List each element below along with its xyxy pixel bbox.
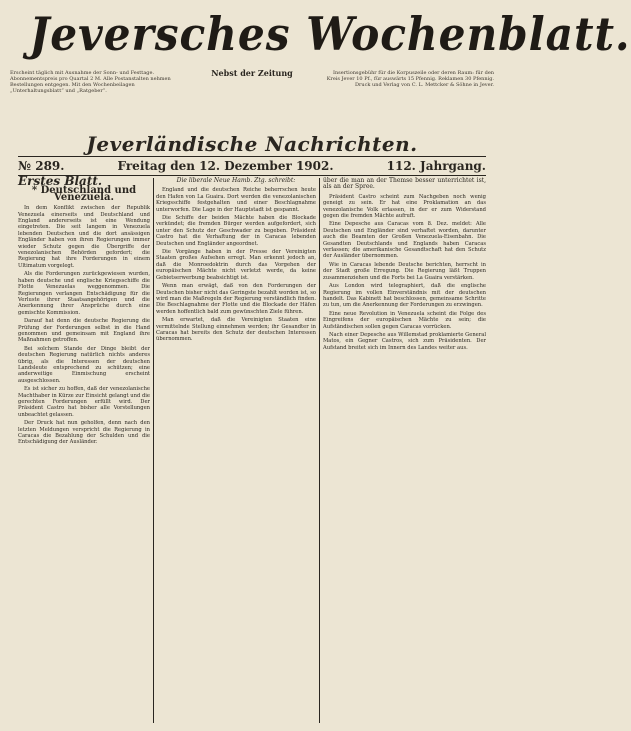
paragraph: Präsident Castro scheint zum Nachgeben noch wenig geneigt zu sein. Er hat eine Proklamation an das venezolanische Volk erlassen, in der er zum Widerstand gegen die fremden Mächte aufruft. — [323, 193, 486, 220]
paragraph: Nach einer Depesche aus Willemstad proklamierte General Matos, ein Gegner Castros, sich zum Präsidenten. Der Aufstand breitet sich im Innern des Landes weiter aus. — [323, 331, 486, 351]
paragraph: Aus London wird telegraphiert, daß die englische Regierung im vollen Einverständnis mit der deutschen handelt. Das Kabinett hat beschlossen, gemeinsame Schritte zu tun, um die Anerkennung der Forderungen zu erzwingen. — [323, 283, 486, 309]
continuation-line: über die man an der Themse besser unterrichtet ist, als an der Spree. — [323, 177, 486, 191]
paragraph: Die Schiffe der beiden Mächte haben die Blockade verkündet; die fremden Bürger werden aufgefordert, sich unter den Schutz der Geschwader zu begeben. Präsident Castro hat die Verhaftung der in Caracas lebenden Deutschen und Engländer angeordnet. — [156, 215, 316, 247]
top-rule — [18, 156, 486, 157]
paragraph: Eine Depesche aus Caracas vom 8. Dez. meldet: Alle Deutschen und Engländer sind verhaftet worden, darunter auch die Beamten der Großen Venezuela-Eisenbahn. Die Gesandten Deutschlands und Englands haben Caracas verlassen; die amerikanische Gesandtschaft hat den Schutz der Ausländer übernommen. — [323, 221, 486, 260]
issue-date: Freitag den 12. Dezember 1902. — [117, 159, 334, 173]
paragraph: Eine neue Revolution in Venezuela scheint die Folge des Eingreifens der europäischen Mächte zu sein; die Aufständischen sollen gegen Caracas vorrücken. — [323, 310, 486, 330]
newspaper-subtitle: Jeverländische Nachrichten. — [86, 132, 418, 156]
issue-year: 112. Jahrgang. — [386, 159, 486, 173]
column-1 — [18, 174, 150, 723]
column-divider — [319, 178, 320, 723]
column-3 — [323, 178, 486, 723]
article-columns — [18, 174, 486, 723]
newspaper-title: Jeversches Wochenblatt. — [29, 7, 631, 61]
subscription-note: Erscheint täglich mit Ausnahme der Sonn- und Festtage. Abonnementspreis pro Quartal 2 M. Alle Postanstalten nehmen Bestellungen entgegen. Mit den Wochenbeilagen „Unterhaltungsblatt“ und „Ratgeber“. — [10, 70, 171, 94]
paragraph: Man erwartet, daß die Vereinigten Staaten eine vermittelnde Stellung einnehmen werden; ihr Gesandter in Caracas hat bereits den Schutz der deutschen Interessen übernommen. — [156, 317, 316, 343]
column-2 — [156, 178, 316, 723]
masthead — [10, 7, 631, 94]
issue-bar — [18, 158, 486, 174]
column-divider — [153, 178, 154, 723]
paragraph: Wenn man erwägt, daß von den Forderungen der Deutschen bisher nicht das Geringste bezahlt worden ist, so wird man die Maßregeln der Regierung verständlich finden. Die Beschlagnahme der Flotte und die Blockade der Häfen werden hoffentlich bald zum gewünschten Ziele führen. — [156, 283, 316, 315]
paragraph: Wie in Caracas lebende Deutsche berichten, herrscht in der Stadt große Erregung. Die Regierung läßt Truppen zusammenziehen und die Forts bei La Guaira verstärken. — [323, 261, 486, 281]
article-headline: * Deutschland und Venezuela. — [31, 185, 137, 203]
paragraph: Als die Forderungen zurückgewiesen wurden, haben deutsche und englische Kriegsschiffe die Flotte Venezuelas weggenommen. Die Regierungen verlangen Entschädigung für die Verluste ihrer Staatsangehörigen und die Anerkennung ihrer Ansprüche durch eine gemischte Kommission. — [18, 271, 150, 316]
section-heading: Erstes Blatt. — [18, 174, 103, 188]
source-line: Die liberale Neue Hamb. Ztg. schreibt: — [176, 177, 296, 184]
paragraph: Die Vorgänge haben in der Presse der Vereinigten Staaten großes Aufsehen erregt. Man erkennt jedoch an, daß die Monroedoktrin durch das Vorgehen der europäischen Mächte nicht verletzt werde, da keine Gebietserwerbung beabsichtigt ist. — [156, 249, 316, 281]
advertising-note: Insertionsgebühr für die Korpuszeile oder deren Raum: für den Kreis Jever 10 Pf., für auswärts 15 Pfennig. Reklamen 30 Pfennig. Druck und Verlag von C. L. Mettcker & Söhne in Jever. — [326, 70, 494, 88]
paragraph: In dem Konflikt zwischen der Republik Venezuela einerseits und Deutschland und England andererseits ist eine Wendung eingetreten. Die seit langem in Venezuela lebenden Deutschen und die dort ansässigen Engländer haben von ihren Regierungen immer wieder Schutz gegen die Übergriffe der venezolanischen Behörden gefordert; die Regierung hat ihre Forderungen in einem Ultimatum vorgelegt. — [18, 205, 150, 269]
issue-number: № 289. — [18, 159, 65, 173]
paragraph: Bei solchem Stande der Dinge bleibt der deutschen Regierung natürlich nichts anderes übrig, als die Interessen der deutschen Landsleute entsprechend zu schützen; eine anderweitige Einmischung erscheint ausgeschlossen. — [18, 345, 150, 384]
paragraph: England und die deutschen Reiche beherrschen heute den Hafen von La Guaira. Dort werden die venezolanischen Kriegsschiffe festgehalten und einer Beschlagnahme unterworfen. Die Lage in der Hauptstadt ist gespannt. — [156, 187, 316, 213]
paragraph: Der Druck hat nun geholfen, denn nach den letzten Meldungen verspricht die Regierung in Caracas die Bezahlung der Schulden und die Entschädigung der Ausländer. — [18, 420, 150, 446]
supplement-note: Nebst der Zeitung — [211, 68, 293, 78]
paragraph: Darauf hat denn die deutsche Regierung die Prüfung der Forderungen selbst in die Hand genommen und gemeinsam mit England ihre Maßnahmen getroffen. — [18, 318, 150, 344]
paragraph: Es ist sicher zu hoffen, daß der venezolanische Machthaber in Kürze zur Einsicht gelangt und die gerechten Forderungen erfüllt wird. Der Präsident Castro hat bisher alle Vorstellungen unbeachtet gelassen. — [18, 386, 150, 418]
